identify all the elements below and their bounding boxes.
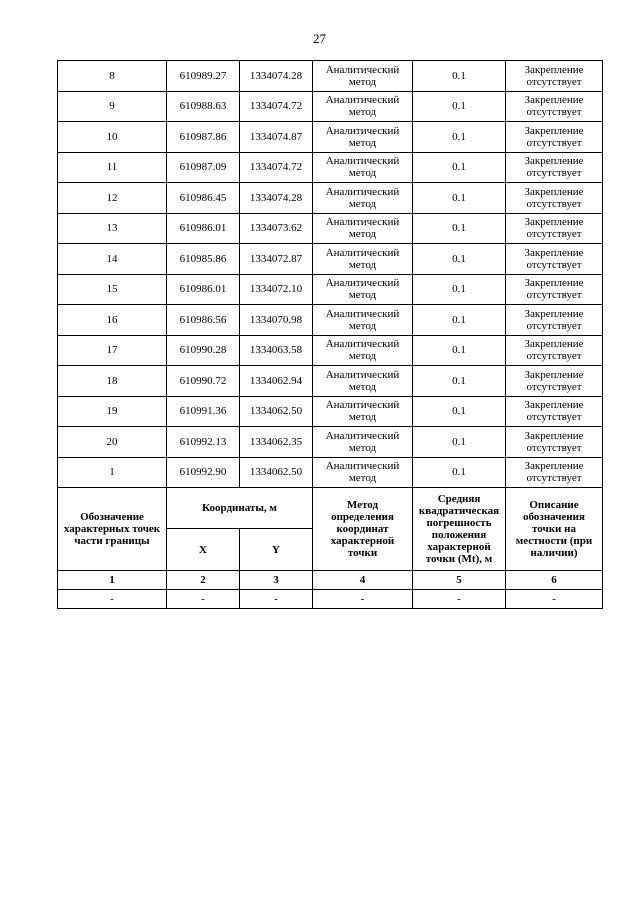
table-row (58, 457, 603, 488)
error-cell: 0.1 (413, 183, 506, 214)
table-row (58, 396, 603, 427)
point-number-cell: 10 (58, 122, 167, 153)
coord-y-cell: 1334074.72 (240, 152, 313, 183)
coord-y-cell: 1334062.35 (240, 427, 313, 458)
point-number-cell: 12 (58, 183, 167, 214)
empty-cell: - (506, 590, 603, 609)
table-row (58, 183, 603, 214)
header-x: X (167, 529, 240, 571)
method-cell: Аналитический метод (313, 213, 413, 244)
description-cell: Закрепление отсутствует (506, 152, 603, 183)
empty-cell: - (240, 590, 313, 609)
point-number-cell: 20 (58, 427, 167, 458)
coord-x-cell: 610986.45 (167, 183, 240, 214)
coord-y-cell: 1334062.50 (240, 396, 313, 427)
col-number: 1 (58, 571, 167, 590)
boundary-points-table (57, 60, 603, 609)
description-cell: Закрепление отсутствует (506, 427, 603, 458)
error-cell: 0.1 (413, 457, 506, 488)
point-number-cell: 14 (58, 244, 167, 275)
error-cell: 0.1 (413, 366, 506, 397)
coord-x-cell: 610985.86 (167, 244, 240, 275)
empty-row (58, 590, 603, 609)
method-cell: Аналитический метод (313, 335, 413, 366)
point-number-cell: 8 (58, 61, 167, 92)
error-cell: 0.1 (413, 213, 506, 244)
coord-y-cell: 1334063.58 (240, 335, 313, 366)
table-row (58, 427, 603, 458)
method-cell: Аналитический метод (313, 91, 413, 122)
method-cell: Аналитический метод (313, 244, 413, 275)
coord-y-cell: 1334074.28 (240, 61, 313, 92)
error-cell: 0.1 (413, 305, 506, 336)
column-numbers-row (58, 571, 603, 590)
error-cell: 0.1 (413, 122, 506, 153)
coord-x-cell: 610986.01 (167, 274, 240, 305)
method-cell: Аналитический метод (313, 61, 413, 92)
description-cell: Закрепление отсутствует (506, 305, 603, 336)
method-cell: Аналитический метод (313, 396, 413, 427)
coord-y-cell: 1334074.28 (240, 183, 313, 214)
header-y: Y (240, 529, 313, 571)
coord-y-cell: 1334062.50 (240, 457, 313, 488)
method-cell: Аналитический метод (313, 366, 413, 397)
coord-y-cell: 1334074.72 (240, 91, 313, 122)
description-cell: Закрепление отсутствует (506, 457, 603, 488)
col-number: 3 (240, 571, 313, 590)
empty-cell: - (313, 590, 413, 609)
point-number-cell: 9 (58, 91, 167, 122)
empty-cell: - (413, 590, 506, 609)
error-cell: 0.1 (413, 396, 506, 427)
header-error: Средняя квадратическая погрешность положения характерной точки (Mt), м (413, 488, 506, 571)
coord-x-cell: 610987.86 (167, 122, 240, 153)
error-cell: 0.1 (413, 61, 506, 92)
coord-x-cell: 610986.01 (167, 213, 240, 244)
coord-x-cell: 610990.72 (167, 366, 240, 397)
header-point-designation: Обозначение характерных точек части границы (58, 488, 167, 571)
error-cell: 0.1 (413, 152, 506, 183)
error-cell: 0.1 (413, 244, 506, 275)
method-cell: Аналитический метод (313, 427, 413, 458)
header-method: Метод определения координат характерной точки (313, 488, 413, 571)
description-cell: Закрепление отсутствует (506, 366, 603, 397)
method-cell: Аналитический метод (313, 122, 413, 153)
point-number-cell: 19 (58, 396, 167, 427)
empty-cell: - (58, 590, 167, 609)
description-cell: Закрепление отсутствует (506, 122, 603, 153)
method-cell: Аналитический метод (313, 274, 413, 305)
coord-x-cell: 610992.90 (167, 457, 240, 488)
page-number: 27 (313, 31, 326, 46)
coord-y-cell: 1334062.94 (240, 366, 313, 397)
table-row (58, 366, 603, 397)
description-cell: Закрепление отсутствует (506, 183, 603, 214)
point-number-cell: 16 (58, 305, 167, 336)
header-coordinates: Координаты, м (167, 488, 313, 529)
point-number-cell: 18 (58, 366, 167, 397)
error-cell: 0.1 (413, 91, 506, 122)
coord-y-cell: 1334073.62 (240, 213, 313, 244)
coord-x-cell: 610991.36 (167, 396, 240, 427)
description-cell: Закрепление отсутствует (506, 274, 603, 305)
coord-y-cell: 1334070.98 (240, 305, 313, 336)
table-row (58, 91, 603, 122)
point-number-cell: 11 (58, 152, 167, 183)
table-row (58, 152, 603, 183)
description-cell: Закрепление отсутствует (506, 213, 603, 244)
method-cell: Аналитический метод (313, 457, 413, 488)
description-cell: Закрепление отсутствует (506, 335, 603, 366)
coord-y-cell: 1334074.87 (240, 122, 313, 153)
point-number-cell: 13 (58, 213, 167, 244)
error-cell: 0.1 (413, 274, 506, 305)
coord-y-cell: 1334072.10 (240, 274, 313, 305)
table-row (58, 305, 603, 336)
table-row (58, 274, 603, 305)
description-cell: Закрепление отсутствует (506, 61, 603, 92)
description-cell: Закрепление отсутствует (506, 91, 603, 122)
empty-cell: - (167, 590, 240, 609)
table-body (58, 61, 603, 488)
coord-x-cell: 610987.09 (167, 152, 240, 183)
method-cell: Аналитический метод (313, 305, 413, 336)
coord-x-cell: 610986.56 (167, 305, 240, 336)
table-row (58, 244, 603, 275)
error-cell: 0.1 (413, 427, 506, 458)
col-number: 4 (313, 571, 413, 590)
table-row (58, 122, 603, 153)
table-header (58, 488, 603, 609)
table-row (58, 335, 603, 366)
col-number: 2 (167, 571, 240, 590)
description-cell: Закрепление отсутствует (506, 244, 603, 275)
table-row (58, 61, 603, 92)
description-cell: Закрепление отсутствует (506, 396, 603, 427)
coord-x-cell: 610988.63 (167, 91, 240, 122)
method-cell: Аналитический метод (313, 183, 413, 214)
error-cell: 0.1 (413, 335, 506, 366)
col-number: 6 (506, 571, 603, 590)
point-number-cell: 17 (58, 335, 167, 366)
coord-x-cell: 610989.27 (167, 61, 240, 92)
point-number-cell: 1 (58, 457, 167, 488)
coord-x-cell: 610992.13 (167, 427, 240, 458)
coord-y-cell: 1334072.87 (240, 244, 313, 275)
header-description: Описание обозначения точки на местности (при наличии) (506, 488, 603, 571)
point-number-cell: 15 (58, 274, 167, 305)
col-number: 5 (413, 571, 506, 590)
coord-x-cell: 610990.28 (167, 335, 240, 366)
method-cell: Аналитический метод (313, 152, 413, 183)
table-row (58, 213, 603, 244)
